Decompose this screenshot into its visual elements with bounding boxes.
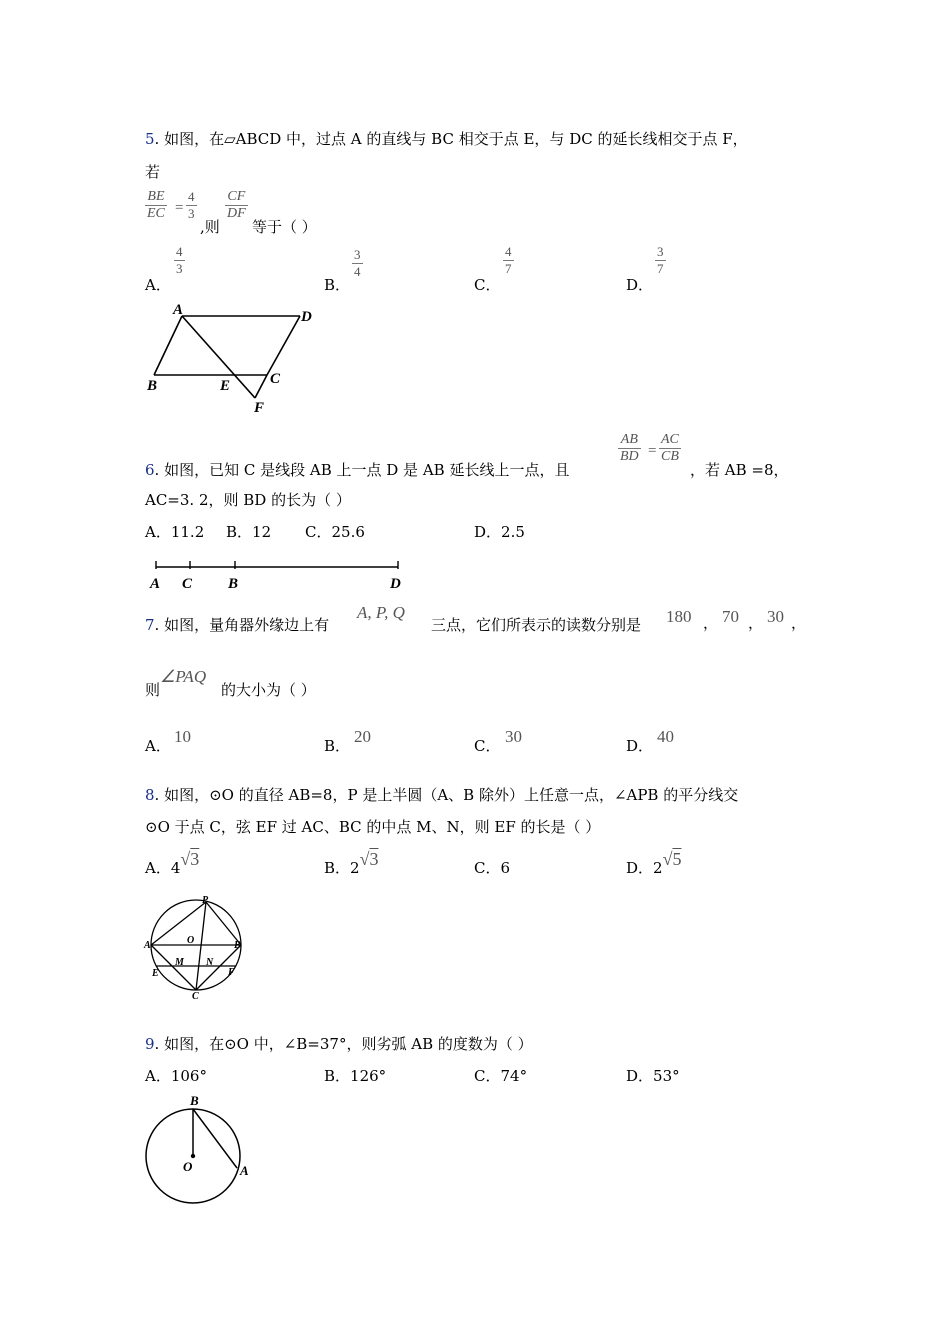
q7-option-a-value[interactable]: 10 bbox=[174, 727, 191, 746]
q8-stem-line1: . 如图，⊙O 的直径 AB=8，P 是上半圆（A、B 除外）上任意一点，∠APB 的平分线交 bbox=[154, 786, 739, 804]
q9-option-c[interactable]: C．74° bbox=[474, 1067, 528, 1085]
q8-option-a[interactable]: A．4√3 bbox=[145, 849, 200, 877]
q6-stem-line1: . 如图，已知 C 是线段 AB 上一点 D 是 AB 延长线上一点，且 bbox=[154, 461, 570, 479]
q8-fig-label-p: P bbox=[202, 895, 209, 906]
q9-circle-figure bbox=[140, 1090, 260, 1210]
q8-fig-label-c: C bbox=[192, 991, 199, 1002]
q5-fig-label-f: F bbox=[254, 400, 265, 416]
q7-option-d-label[interactable]: D． bbox=[626, 737, 654, 755]
q9-stem-line1: . 如图，在⊙O 中，∠B=37°，则劣弧 AB 的度数为（ ） bbox=[154, 1035, 533, 1053]
q6-stem-tail: ，若 AB =8， bbox=[690, 461, 789, 479]
q6-option-a[interactable]: A．11.2 bbox=[145, 523, 205, 541]
q6-fraction-ab-bd: $\frac{AB}{BD}$ bbox=[620, 432, 639, 464]
q7-option-c-label[interactable]: C． bbox=[474, 737, 501, 755]
q9-option-a[interactable]: A．106° bbox=[145, 1067, 207, 1085]
q6-option-c[interactable]: C．25.6 bbox=[305, 523, 365, 541]
q8-option-b[interactable]: B．2√3 bbox=[324, 849, 379, 877]
q5-option-b-label[interactable]: B． bbox=[324, 276, 351, 294]
q7-number: 7 bbox=[145, 616, 155, 634]
q8-stem-line2: ⊙O 于点 C，弦 EF 过 AC、BC 的中点 M、N，则 EF 的长是（ ） bbox=[145, 818, 601, 836]
q9-option-b[interactable]: B．126° bbox=[324, 1067, 387, 1085]
q7-line1 bbox=[145, 614, 329, 635]
q5-option-c-label[interactable]: C． bbox=[474, 276, 501, 294]
q8-fig-label-b: B bbox=[234, 940, 241, 951]
q7-stem-line1a: . 如图，量角器外缘边上有 bbox=[154, 616, 330, 634]
q8-number: 8 bbox=[145, 786, 155, 804]
q5-option-b-fraction[interactable]: $\frac{3}{4}$ bbox=[354, 247, 361, 279]
q7-reading-q: 30 bbox=[767, 607, 784, 626]
q6-option-b[interactable]: B．12 bbox=[226, 523, 272, 541]
q5-option-d-label[interactable]: D． bbox=[626, 276, 654, 294]
q6-fig-label-d: D bbox=[390, 576, 401, 592]
q8-fig-label-f: F bbox=[228, 967, 235, 978]
q5-option-c-fraction[interactable]: $\frac{4}{7}$ bbox=[505, 244, 512, 276]
q5-fig-label-b: B bbox=[147, 378, 158, 394]
q7-stem-line1b: 三点，它们所表示的读数分别是 bbox=[431, 616, 642, 634]
q6-fig-label-b: B bbox=[228, 576, 239, 592]
q5-option-a-fraction[interactable]: $\frac{4}{3}$ bbox=[176, 244, 183, 276]
q5-parallelogram-figure bbox=[140, 300, 330, 420]
q7-option-a-label[interactable]: A． bbox=[145, 737, 171, 755]
q5-tail: 等于（ ） bbox=[252, 218, 317, 236]
q5-stem-line2: 若 bbox=[145, 163, 161, 181]
q6-fraction-ac-cb: $\frac{AC}{CB}$ bbox=[661, 432, 679, 464]
q8-circle-figure bbox=[140, 893, 255, 1003]
q6-segment-figure bbox=[140, 555, 410, 593]
q9-center-dot bbox=[191, 1154, 195, 1158]
q6-fig-label-c: C bbox=[182, 576, 193, 592]
q7-reading-p: 70 bbox=[722, 607, 739, 626]
q8-line1 bbox=[145, 784, 738, 805]
q8-fig-label-a: A bbox=[144, 940, 151, 951]
q9-number: 9 bbox=[145, 1035, 155, 1053]
q9-option-d[interactable]: D．53° bbox=[626, 1067, 680, 1085]
q9-fig-label-b: B bbox=[190, 1093, 199, 1108]
q7-sep3: ， bbox=[791, 614, 807, 632]
q5-option-a-label[interactable]: A． bbox=[145, 276, 171, 294]
q5-equals: = bbox=[175, 200, 184, 216]
q9-line1 bbox=[145, 1033, 533, 1054]
q7-option-b-value[interactable]: 20 bbox=[354, 727, 371, 746]
q5-fig-label-e: E bbox=[220, 378, 231, 394]
q5-line1 bbox=[145, 128, 748, 149]
q6-line1 bbox=[145, 459, 569, 480]
q7-reading-a: 180 bbox=[666, 607, 692, 626]
q5-fraction-be-ec: $\frac{BE}{EC}$ bbox=[147, 189, 165, 221]
q7-stem-line2a: 则 bbox=[145, 681, 161, 699]
q7-option-b-label[interactable]: B． bbox=[324, 737, 351, 755]
q5-fig-label-c: C bbox=[270, 371, 281, 387]
q8-fig-label-m: M bbox=[175, 957, 184, 968]
q8-fig-label-o: O bbox=[187, 935, 195, 946]
q9-fig-label-o: O bbox=[183, 1159, 193, 1174]
q8-option-d[interactable]: D．2√5 bbox=[626, 849, 682, 877]
q7-sep1: ， bbox=[703, 614, 719, 632]
q5-fig-label-d: D bbox=[301, 309, 312, 325]
q8-fig-label-n: N bbox=[206, 957, 214, 968]
q5-stem-line1: . 如图，在▱ABCD 中，过点 A 的直线与 BC 相交于点 E，与 DC 的延长线相交于点 F， bbox=[154, 130, 748, 148]
q6-equals: = bbox=[648, 443, 657, 459]
q5-option-d-fraction[interactable]: $\frac{3}{7}$ bbox=[657, 244, 664, 276]
q7-option-c-value[interactable]: 30 bbox=[505, 727, 522, 746]
q5-fig-label-a: A bbox=[173, 302, 184, 318]
q6-stem-line2: AC=3. 2，则 BD 的长为（ ） bbox=[145, 491, 351, 509]
q6-fig-label-a: A bbox=[150, 576, 161, 592]
q7-option-d-value[interactable]: 40 bbox=[657, 727, 674, 746]
q6-number: 6 bbox=[145, 461, 155, 479]
q8-option-c[interactable]: C．6 bbox=[474, 859, 511, 877]
q7-sep2: ， bbox=[748, 614, 764, 632]
q5-then: ,则 bbox=[200, 218, 220, 236]
q5-fraction-4-3: $\frac{4}{3}$ bbox=[188, 189, 195, 221]
q7-angle-paq: ∠PAQ bbox=[160, 667, 207, 686]
q7-stem-line2b: 的大小为（ ） bbox=[221, 681, 316, 699]
q5-number: 5 bbox=[145, 130, 155, 148]
q7-points: A, P, Q bbox=[357, 603, 405, 622]
q6-option-d[interactable]: D．2.5 bbox=[474, 523, 525, 541]
q5-fraction-cf-df: $\frac{CF}{DF}$ bbox=[227, 189, 246, 221]
q8-fig-label-e: E bbox=[152, 968, 159, 979]
q9-fig-label-a: A bbox=[240, 1163, 249, 1178]
